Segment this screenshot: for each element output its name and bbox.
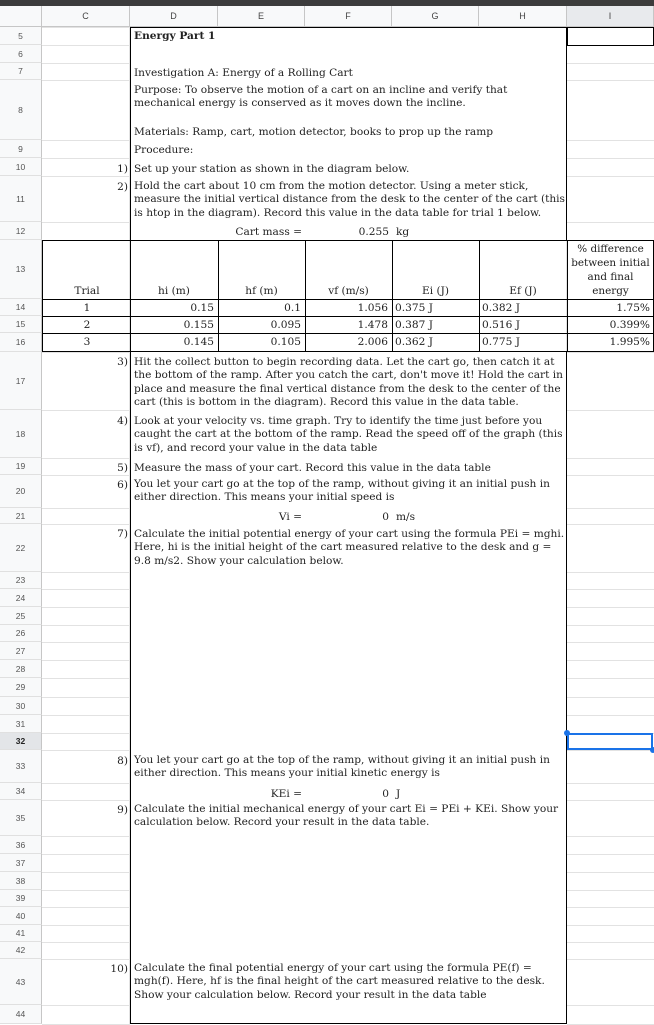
page-title: Energy Part 1 — [134, 30, 216, 42]
gridline — [42, 410, 130, 411]
gridline — [42, 352, 130, 353]
table-cell: 3 — [83, 336, 91, 348]
row-header[interactable]: 5 — [0, 27, 42, 45]
column-header-h[interactable]: H — [479, 6, 567, 27]
row-header[interactable]: 19 — [0, 458, 42, 475]
gridline — [567, 836, 654, 837]
step-number: 9) — [117, 804, 128, 816]
gridline — [42, 80, 130, 81]
table-cell: 2.006 — [357, 336, 388, 348]
row-header[interactable]: 29 — [0, 678, 42, 697]
gridline — [42, 800, 130, 801]
row-header[interactable]: 36 — [0, 836, 42, 854]
row-header[interactable]: 22 — [0, 524, 42, 572]
border-line — [567, 27, 568, 45]
gridline — [567, 352, 654, 353]
row-header[interactable]: 34 — [0, 783, 42, 800]
row-header[interactable]: 44 — [0, 1005, 42, 1024]
gridline — [42, 27, 130, 28]
row-header[interactable]: 39 — [0, 890, 42, 907]
step-text: Hit the collect button to begin recording data. Let the cart go, then catch it at the bottom of the ramp. After you catch the cart, don't move it! Hold the cart in place and measure the final vertical distance from the desk to the center of the cart (this is bottom in the diagram). Record this value in the data table. — [134, 356, 563, 409]
row-header[interactable]: 38 — [0, 872, 42, 890]
gridline — [42, 942, 130, 943]
row-header[interactable]: 10 — [0, 158, 42, 176]
gridline — [567, 872, 654, 873]
gridline — [42, 697, 130, 698]
selection-handle[interactable] — [650, 747, 654, 753]
table-header-ef: Ef (J) — [509, 285, 537, 297]
gridline — [567, 589, 654, 590]
table-cell: 0.375 J — [395, 302, 433, 314]
gridline — [42, 176, 130, 177]
table-cell: 0.095 — [270, 319, 301, 331]
row-header[interactable]: 35 — [0, 800, 42, 836]
table-cell: 0.105 — [270, 336, 301, 348]
procedure-heading: Procedure: — [134, 144, 194, 156]
gridline — [567, 80, 654, 81]
gridline — [42, 508, 130, 509]
cart-mass-unit: kg — [396, 226, 410, 238]
step-number: 8) — [117, 755, 128, 767]
column-header-e[interactable]: E — [218, 6, 305, 27]
step-text: Hold the cart about 10 cm from the motion detector. Using a meter stick, measure the initial vertical distance from the desk to the center of the cart (this is htop in the diagram). Record this value in the data table for trial 1 below. — [134, 180, 565, 219]
column-header-c[interactable]: C — [42, 6, 130, 27]
row-header[interactable]: 18 — [0, 410, 42, 458]
gridline — [567, 907, 654, 908]
gridline — [42, 625, 130, 626]
table-header-hf: hf (m) — [245, 285, 278, 297]
table-cell: 1.75% — [616, 302, 650, 314]
step-text: Calculate the final potential energy of your cart using the formula PE(f) = mgh(f). Here, hf is the final height of the cart measured relative to the desk. Show your calculation below. Record your result in the data table — [134, 962, 545, 1001]
table-cell: 0.387 J — [395, 319, 433, 331]
column-header-f[interactable]: F — [305, 6, 392, 27]
row-header[interactable]: 20 — [0, 475, 42, 508]
gridline — [567, 715, 654, 716]
gridline — [567, 458, 654, 459]
kei-unit: J — [396, 788, 401, 800]
kei-value: 0 — [382, 788, 389, 800]
table-cell: 1 — [83, 302, 91, 314]
cart-mass-value: 0.255 — [358, 226, 389, 238]
materials-text: Materials: Ramp, cart, motion detector, books to prop up the ramp — [134, 126, 494, 138]
row-header[interactable]: 26 — [0, 625, 42, 642]
row-header[interactable]: 28 — [0, 660, 42, 678]
row-header[interactable]: 17 — [0, 352, 42, 410]
step-text: Calculate the initial potential energy of your cart using the formula PEi = mghi. Here, hi is the initial height of the cart measured relative to the desk and g = 9.8 m/s2. Show your calculation below. — [134, 528, 565, 567]
gridline — [42, 45, 130, 46]
gridline — [567, 697, 654, 698]
step-text: Calculate the initial mechanical energy of your cart Ei = PEi + KEi. Show your calculation below. Record your result in the data table. — [134, 803, 559, 829]
cart-mass-label: Cart mass = — [235, 226, 302, 238]
row-header[interactable]: 14 — [0, 299, 42, 316]
gridline — [42, 836, 130, 837]
gridline — [42, 660, 130, 661]
row-header[interactable]: 9 — [0, 140, 42, 158]
gridline — [567, 925, 654, 926]
gridline — [42, 572, 130, 573]
purpose-text: Purpose: To observe the motion of a cart on an incline and verify that mechanical energy is conserved as it moves down the incline. — [134, 84, 508, 110]
gridline — [42, 925, 130, 926]
gridline — [567, 642, 654, 643]
border-line — [130, 352, 131, 1024]
table-cell: 1.995% — [609, 336, 650, 348]
table-cell: 0.155 — [183, 319, 214, 331]
gridline — [42, 890, 130, 891]
gridline — [42, 907, 130, 908]
step-number: 1) — [117, 163, 128, 175]
row-header[interactable]: 27 — [0, 642, 42, 660]
step-number: 2) — [117, 181, 128, 193]
gridline — [42, 458, 130, 459]
table-header-trial: Trial — [74, 285, 100, 297]
border-line — [42, 240, 43, 352]
row-header[interactable]: 7 — [0, 63, 42, 80]
table-cell: 0.775 J — [482, 336, 520, 348]
gridline — [42, 158, 130, 159]
gridline — [42, 607, 130, 608]
gridline — [42, 854, 130, 855]
row-header[interactable]: 25 — [0, 607, 42, 625]
table-header-ei: Ei (J) — [421, 285, 449, 297]
gridline — [42, 140, 130, 141]
row-header[interactable]: 41 — [0, 925, 42, 942]
table-cell: 0.145 — [183, 336, 214, 348]
gridline — [42, 475, 130, 476]
border-line — [567, 45, 654, 46]
row-header[interactable]: 16 — [0, 333, 42, 352]
table-cell: 0.516 J — [482, 319, 520, 331]
table-cell: 0.362 J — [395, 336, 433, 348]
step-text: You let your cart go at the top of the ramp, without giving it an initial push in either direction. This means your initial speed is — [134, 478, 550, 504]
gridline — [567, 1005, 654, 1006]
border-line — [42, 333, 654, 334]
gridline — [567, 158, 654, 159]
border-line — [42, 316, 654, 317]
gridline — [567, 140, 654, 141]
row-header[interactable]: 11 — [0, 176, 42, 222]
gridline — [42, 1005, 130, 1006]
row-header[interactable]: 21 — [0, 508, 42, 524]
gridline — [567, 800, 654, 801]
gridline — [42, 959, 130, 960]
row-header[interactable]: 15 — [0, 316, 42, 333]
step-number: 5) — [117, 462, 128, 474]
column-header-i[interactable]: I — [567, 6, 654, 27]
gridline — [567, 660, 654, 661]
row-header[interactable]: 37 — [0, 854, 42, 872]
row-header[interactable]: 13 — [0, 240, 42, 299]
gridline — [567, 410, 654, 411]
table-cell: 1.478 — [357, 319, 388, 331]
gridline — [567, 63, 654, 64]
row-header[interactable]: 23 — [0, 572, 42, 589]
step-number: 7) — [117, 528, 128, 540]
row-header[interactable]: 33 — [0, 750, 42, 783]
gridline — [567, 625, 654, 626]
row-header[interactable]: 32 — [0, 733, 42, 750]
gridline — [567, 890, 654, 891]
gridline — [567, 524, 654, 525]
gridline — [42, 642, 130, 643]
selected-cell[interactable] — [567, 733, 653, 750]
gridline — [42, 524, 130, 525]
vi-label: Vi = — [278, 511, 302, 523]
gridline — [567, 475, 654, 476]
border-line — [566, 352, 567, 1024]
row-header[interactable]: 12 — [0, 222, 42, 240]
column-header-g[interactable]: G — [392, 6, 479, 27]
step-number: 4) — [117, 415, 128, 427]
step-text: Look at your velocity vs. time graph. Try to identify the time just before you caught the cart at the bottom of the ramp. Read the speed off of the graph (this is vf), and record your value in the data table — [134, 415, 563, 454]
table-cell: 0.15 — [190, 302, 214, 314]
step-text: Measure the mass of your cart. Record this value in the data table — [134, 462, 491, 474]
vi-unit: m/s — [396, 511, 416, 523]
table-cell: 1.056 — [357, 302, 388, 314]
table-header-vf: vf (m/s) — [328, 285, 369, 297]
row-header[interactable]: 40 — [0, 907, 42, 925]
table-cell: 0.1 — [284, 302, 301, 314]
step-text: Set up your station as shown in the diagram below. — [134, 163, 410, 175]
border-line — [130, 27, 567, 28]
gridline — [567, 942, 654, 943]
kei-label: KEi = — [270, 788, 302, 800]
select-all-corner[interactable] — [0, 6, 42, 27]
border-line — [567, 27, 654, 28]
step-number: 3) — [117, 356, 128, 368]
vi-value: 0 — [382, 511, 389, 523]
gridline — [42, 872, 130, 873]
step-number: 10) — [110, 963, 128, 975]
row-header[interactable]: 43 — [0, 959, 42, 1005]
table-cell: 2 — [83, 319, 91, 331]
table-header-hi: hi (m) — [158, 285, 190, 297]
gridline — [42, 63, 130, 64]
gridline — [42, 715, 130, 716]
row-header[interactable]: 30 — [0, 697, 42, 715]
row-header[interactable]: 31 — [0, 715, 42, 733]
column-header-d[interactable]: D — [130, 6, 218, 27]
gridline — [567, 572, 654, 573]
gridline — [567, 854, 654, 855]
gridline — [567, 176, 654, 177]
investigation-heading: Investigation A: Energy of a Rolling Cart — [134, 67, 353, 79]
selection-handle[interactable] — [564, 730, 570, 736]
gridline — [567, 959, 654, 960]
gridline — [42, 733, 130, 734]
gridline — [567, 750, 654, 751]
row-header[interactable]: 8 — [0, 80, 42, 140]
table-cell: 0.382 J — [482, 302, 520, 314]
row-header[interactable]: 42 — [0, 942, 42, 959]
border-line — [130, 27, 131, 240]
gridline — [567, 222, 654, 223]
row-header[interactable]: 24 — [0, 589, 42, 607]
row-header[interactable]: 6 — [0, 45, 42, 63]
gridline — [42, 222, 130, 223]
gridline — [42, 750, 130, 751]
gridline — [567, 678, 654, 679]
step-number: 6) — [117, 479, 128, 491]
table-header-percent-diff: % difference between initial and final energy — [571, 243, 650, 297]
gridline — [42, 678, 130, 679]
gridline — [567, 783, 654, 784]
border-line — [42, 299, 654, 300]
gridline — [567, 607, 654, 608]
gridline — [42, 783, 130, 784]
step-text: You let your cart go at the top of the ramp, without giving it an initial push in either direction. This means your initial kinetic energy is — [134, 754, 550, 780]
border-line — [566, 27, 567, 240]
border-line — [42, 240, 654, 241]
gridline — [42, 589, 130, 590]
table-cell: 0.399% — [609, 319, 650, 331]
gridline — [567, 508, 654, 509]
border-line — [42, 351, 654, 352]
